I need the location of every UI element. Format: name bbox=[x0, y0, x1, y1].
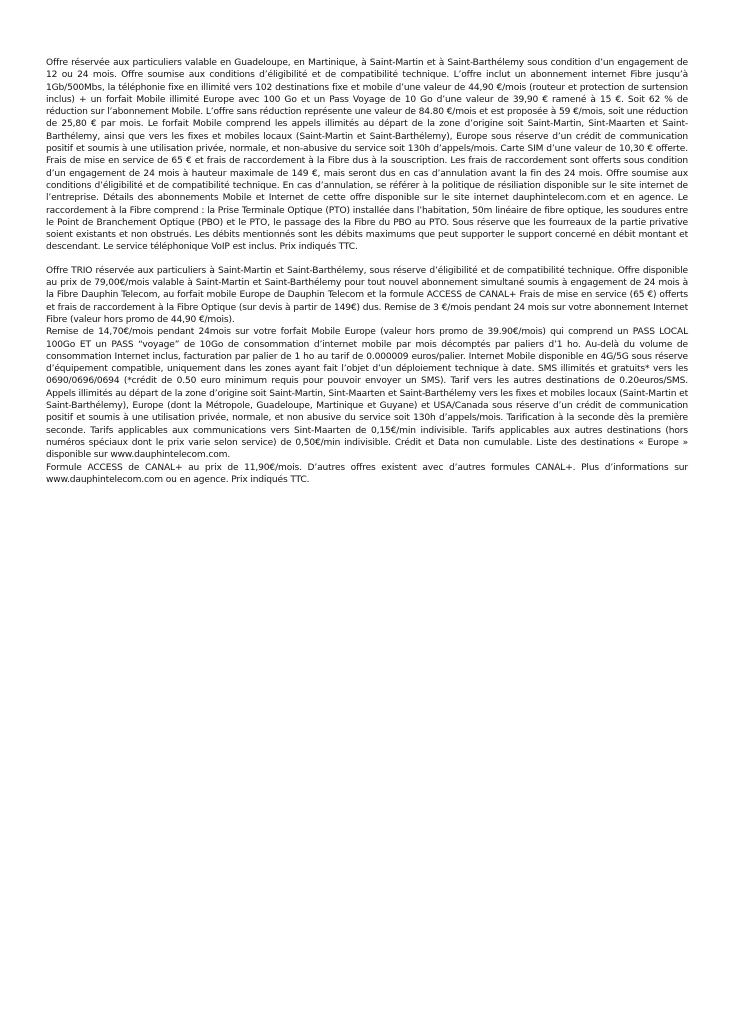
paragraph-spacer bbox=[46, 254, 688, 265]
legal-paragraph-canal-access: Formule ACCESS de CANAL+ au prix de 11,90€/mois. D’autres offres existent avec d’autres formules CANAL+. Plus d’informations sur www.dauphintelecom.com ou en agence. Prix indiqués TTC. bbox=[46, 462, 688, 485]
legal-paragraph-mobile-discount: Remise de 14,70€/mois pendant 24mois sur votre forfait Mobile Europe (valeur hors promo de 39.90€/mois) qui comprend un PASS LOCAL 100Go ET un PASS “voyage” de 10Go de consommation d’internet mobile par mois décomptés par paliers d’1 ho. Au-delà du volume de consommation Internet inclus, facturation par palier de 1 ho au tarif de 0.000009 euros/palier. Internet Mobile disponible en 4G/5G sous réserve d’équipement compatible, uniquement dans les zones ayant fait l’objet d’un déploiement technique à date. SMS illimités et gratuits* vers les 0690/0696/0694 (*crédit de 0.50 euro minimum requis pour pouvoir envoyer un SMS). Tarif vers les autres destinations de 0.20euros/SMS. Appels illimités au départ de la zone d’origine soit Saint-Martin, Sint-Maarten et Saint-Barthélemy vers les fixes et mobiles locaux (Saint-Martin et Saint-Barthélemy), Europe (dont la Métropole, Guadeloupe, Martinique et Guyane) et USA/Canada sous réserve d’un crédit de communication positif et soumis à une utilisation privée, normale, et non abusive du service soit 130h d’appels/mois. Tarification à la seconde dès la première seconde. Tarifs applicables aux communications vers Sint-Maarten de 0,15€/min indivisible. Tarifs applicables aux autres destinations (hors numéros spéciaux dont le prix varie selon service) de 0,50€/min indivisible. Crédit et Data non cumulable. Liste des destinations « Europe » disponible sur www.dauphintelecom.com. bbox=[46, 327, 688, 461]
legal-paragraph-offer-fibre-mobile: Offre réservée aux particuliers valable en Guadeloupe, en Martinique, à Saint-Martin et à Saint-Barthélemy sous condition d’un engagement de 12 ou 24 mois. Offre soumise aux conditions d’éligibilité et de compatibilité technique. L’offre inclut un abonnement internet Fibre jusqu’à 1Gb/500Mbs, la téléphonie fixe en illimité vers 102 destinations fixe et mobile d’une valeur de 44,90 €/mois (routeur et protection de surtension inclus) + un forfait Mobile illimité Europe avec 100 Go et un Pass Voyage de 10 Go d’une valeur de 39,90 € ramené à 15 €. Soit 62 % de réduction sur l’abonnement Mobile. L’offre sans réduction représente une valeur de 84.80 €/mois et est proposée à 59 €/mois, soit une réduction de 25,80 € par mois. Le forfait Mobile comprend les appels illimités au départ de la zone d’origine soit Saint-Martin, Sint-Maarten et Saint-Barthélemy, ainsi que vers les fixes et mobiles locaux (Saint-Martin et Saint-Barthélemy), Europe sous réserve d’un crédit de communication positif et soumis à une utilisation privée, normale, et non-abusive du service soit 130h d’appels/mois. Carte SIM d’une valeur de 10,30 € offerte. Frais de mise en service de 65 € et frais de raccordement à la Fibre dus à la souscription. Les frais de raccordement sont offerts sous condition d’un engagement de 24 mois à hauteur maximale de 149 €, mais seront dus en cas d’annulation avant la fin des 24 mois. Offre soumise aux conditions d’éligibilité et de compatibilité technique. En cas d’annulation, se référer à la politique de résiliation disponible sur le site internet de l’entreprise. Détails des abonnements Mobile et Internet de cette offre disponible sur le site internet dauphintelecom.com et en agence. Le raccordement à la Fibre comprend : la Prise Terminale Optique (PTO) installée dans l’habitation, 50m linéaire de fibre optique, les soudures entre le Point de Branchement Optique (PBO) et le PTO, le passage des la Fibre du PBO au PTO. Sous réserve que les fourreaux de la partie privative soient existants et non obstrués. Les débits mentionnés sont les débits maximums que peut supporter le support concerné en débit montant et descendant. Le service téléphonique VoIP est inclus. Prix indiqués TTC. bbox=[46, 58, 688, 253]
legal-text-page bbox=[46, 57, 688, 486]
legal-paragraph-offer-trio: Offre TRIO réservée aux particuliers à Saint-Martin et Saint-Barthélemy, sous réserve d’éligibilité et de compatibilité technique. Offre disponible au prix de 79,00€/mois valable à Saint-Martin et Saint-Barthélemy pour tout nouvel abonnement simultané soumis à engagement de 24 mois à la Fibre Dauphin Telecom, au forfait mobile Europe de Dauphin Telecom et la formule ACCESS de CANAL+ Frais de mise en service (65 €) offerts et frais de raccordement à la Fibre Optique (sur devis à partir de 149€) dus. Remise de 3 €/mois pendant 24 mois sur votre abonnement Internet Fibre (valeur hors promo de 44,90 €/mois). bbox=[46, 265, 688, 325]
